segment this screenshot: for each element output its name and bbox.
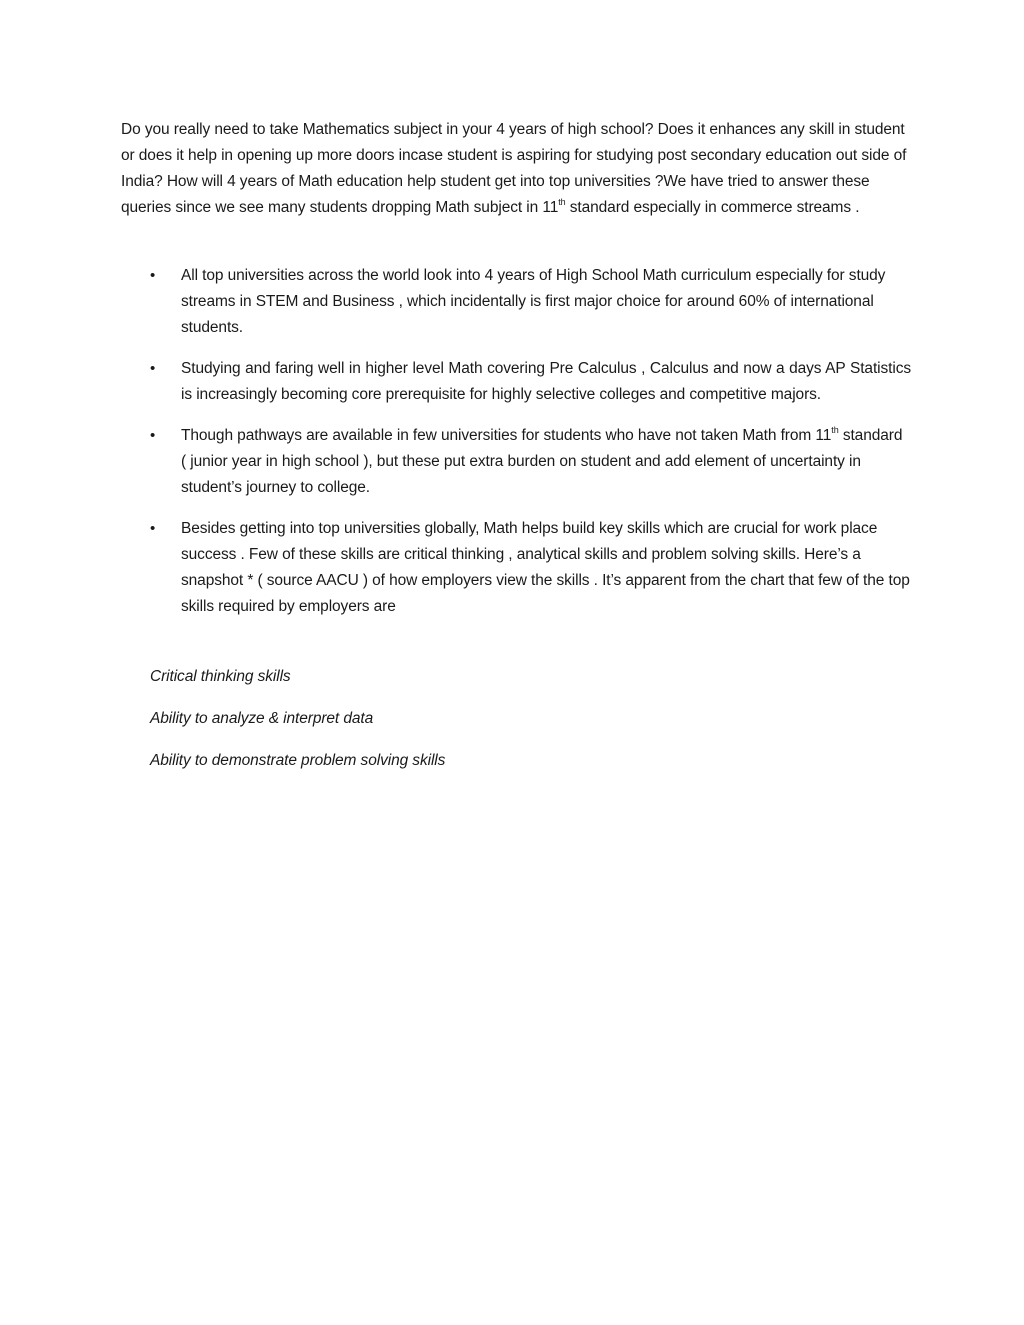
skill-item: Ability to analyze & interpret data	[150, 710, 374, 727]
bullet-text: Besides getting into top universities globally, Math helps build key skills which are crucial for work place success . Few of these skills are critical thinking , analytical skills and problem solving skills. Here’s a snapshot * ( source AACU ) of how employers view the skills . It’s apparent from the chart that few of the top skills required by employers are	[181, 520, 910, 615]
intro-text-part2: standard especially in commerce streams .	[565, 199, 860, 216]
bullet-icon: •	[150, 267, 156, 284]
bullet-icon: •	[150, 360, 156, 377]
bullet-text-part1: Though pathways are available in few universities for students who have not taken Math from 11	[181, 427, 832, 444]
bullet-icon: •	[150, 520, 156, 537]
intro-superscript: th	[558, 196, 566, 207]
bullet-text-part2: standard ( junior year in high school ), but these put extra burden on student and add element of uncertainty in student’s journey to college.	[181, 427, 903, 496]
bullet-text: Studying and faring well in higher level Math covering Pre Calculus , Calculus and now a days AP Statistics is increasingly becoming core prerequisite for highly selective colleges and competitive majors.	[181, 360, 911, 403]
intro-text-part1: Do you really need to take Mathematics subject in your 4 years of high school? Does it enhances any skill in student or does it help in opening up more doors incase student is aspiring for studying post secondary education out side of India? How will 4 years of Math education help student get into top universities ?We have tried to answer these queries since we see many students dropping Math subject in 11	[121, 121, 907, 216]
skill-item: Ability to demonstrate problem solving skills	[150, 752, 446, 769]
bullet-superscript: th	[831, 424, 839, 435]
bullet-item-pathways	[121, 423, 911, 501]
bullet-list	[121, 263, 911, 635]
bullet-icon: •	[150, 427, 156, 444]
skill-item: Critical thinking skills	[150, 668, 291, 685]
bullet-text: All top universities across the world look into 4 years of High School Math curriculum especially for study streams in STEM and Business , which incidentally is first major choice for around 60% of international students.	[181, 267, 886, 336]
skills-list	[150, 664, 850, 790]
bullet-item-higher-math	[121, 356, 911, 408]
bullet-item-key-skills	[121, 516, 911, 620]
bullet-item-universities	[121, 263, 911, 341]
intro-paragraph	[121, 117, 911, 221]
